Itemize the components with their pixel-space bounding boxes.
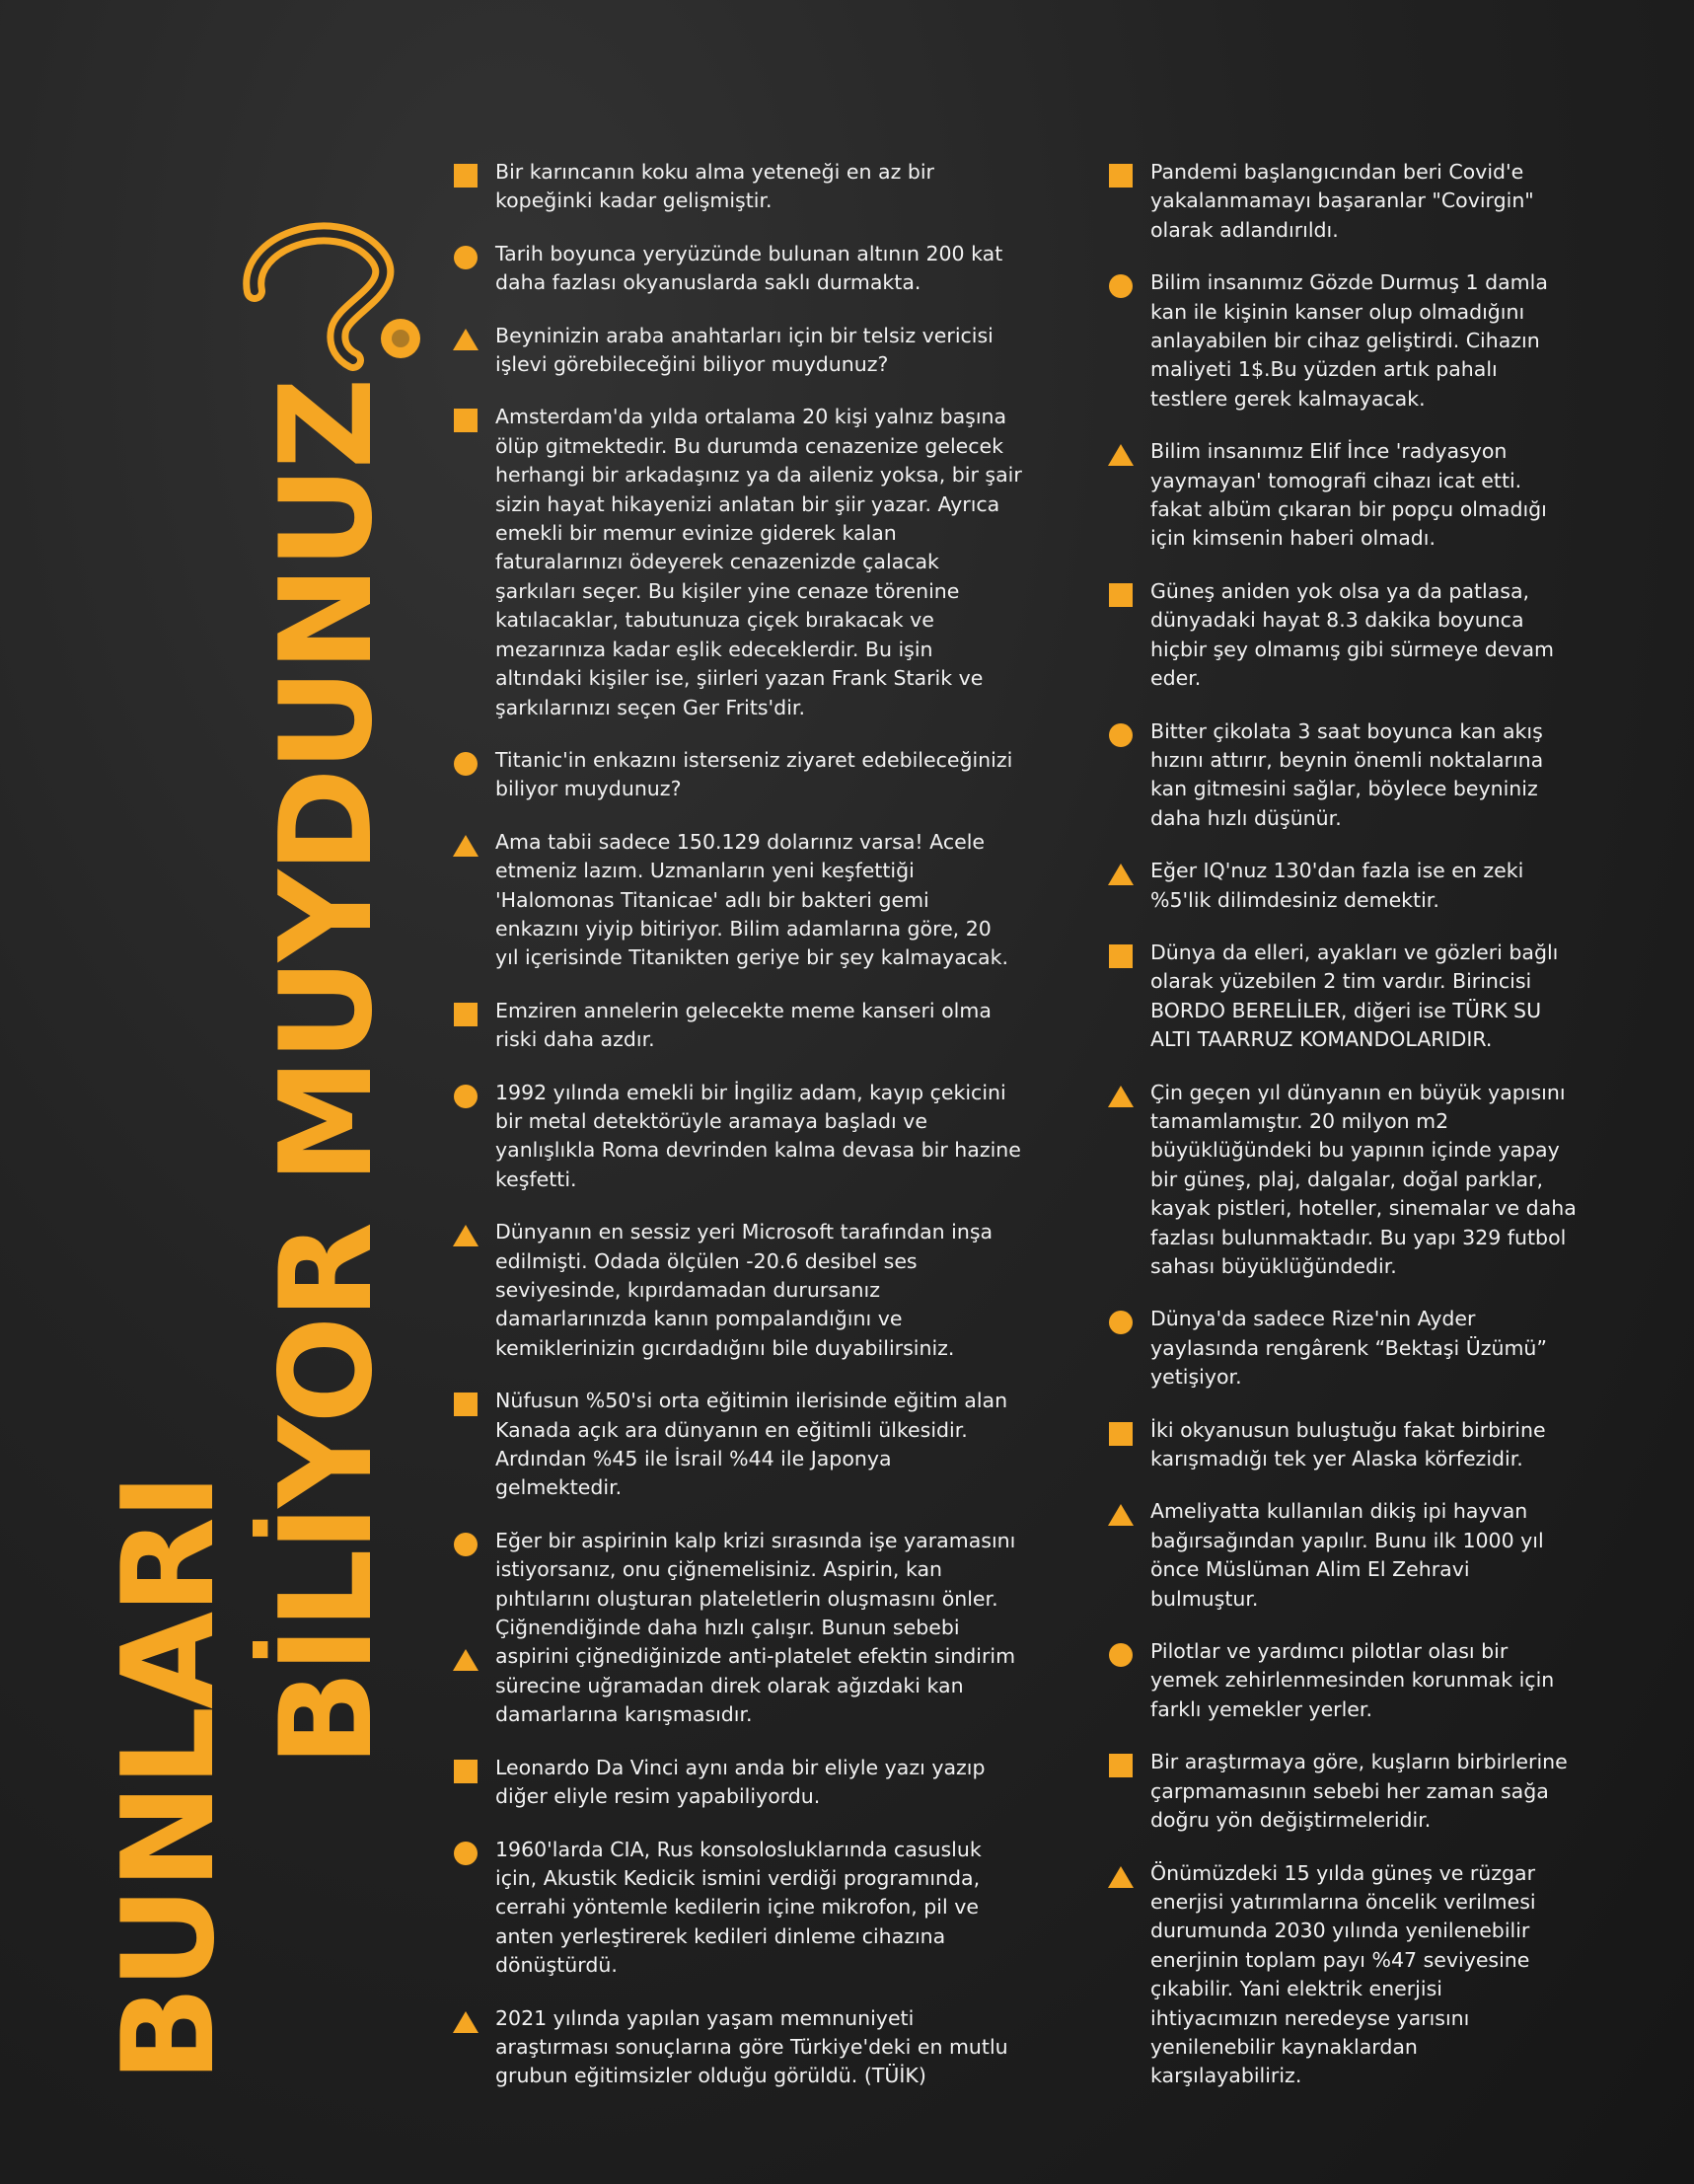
fact-text: Titanic'in enkazını isterseniz ziyaret edebileceğinizi biliyor muydunuz? <box>495 747 1013 801</box>
fact-item <box>452 322 1073 380</box>
fact-item <box>1107 158 1659 245</box>
headline-line-2: BİLİYOR MUYDUNUZ <box>254 380 401 1767</box>
fact-text: Bir karıncanın koku alma yeteneği en az bir kopeğinki kadar gelişmiştir. <box>495 160 934 213</box>
circle-bullet-icon <box>1107 1643 1135 1667</box>
fact-text: Eğer IQ'nuz 130'dan fazla ise en zeki %5'lik dilimdesiniz demektir. <box>1150 859 1524 912</box>
fact-text: İki okyanusun buluştuğu fakat birbirine karışmadığı tek yer Alaska körfezidir. <box>1150 1417 1546 1471</box>
circle-bullet-icon <box>452 1533 479 1556</box>
fact-text: Ameliyatta kullanılan dikiş ipi hayvan bağırsağından yapılır. Bunu ilk 1000 yıl önce Müslüman Alim El Zehravi bulmuştur. <box>1150 1499 1544 1611</box>
fact-item <box>452 1836 1073 1981</box>
fact-item <box>1107 857 1659 915</box>
fact-item <box>1107 939 1659 1055</box>
fact-item <box>452 158 1073 216</box>
fact-text: Bilim insanımız Gözde Durmuş 1 damla kan ile kişinin kanser olup olmadığını anlayabilen bir cihaz geliştirdi. Cihazın maliyeti 1$.Bu yüzden artık pahalı testlere gerek kalmayacak. <box>1150 270 1548 411</box>
fact-item <box>1107 1497 1659 1614</box>
square-bullet-icon <box>452 1760 479 1783</box>
fact-text: 1960'larda CIA, Rus konsolosluklarında casusluk için, Akustik Kedicik ismini verdiği programında, cerrahi yöntemle kedilerin içine mikrofon, pil ve anten yerleştirerek kedileri dinleme cihazına dönüştürdü. <box>495 1837 982 1978</box>
circle-bullet-icon <box>452 752 479 776</box>
fact-item <box>452 1218 1073 1363</box>
square-bullet-icon <box>452 1393 479 1416</box>
triangle-bullet-icon <box>452 1648 479 1672</box>
fact-item <box>1107 1305 1659 1392</box>
triangle-bullet-icon <box>1107 1503 1135 1527</box>
square-bullet-icon <box>1107 1422 1135 1446</box>
fact-item <box>1107 437 1659 554</box>
fact-text: aspirini çiğnediğinizde anti-platelet efektin sindirim sürecine uğramadan direk olarak ağızdaki kan damarlarına karışmasıdır. <box>495 1644 1016 1727</box>
fact-item <box>452 997 1073 1055</box>
triangle-bullet-icon <box>1107 443 1135 467</box>
fact-item <box>1107 268 1659 414</box>
fact-text: Bilim insanımız Elif İnce 'radyasyon yaymayan' tomografi cihazı icat etti. fakat albüm çıkaran bir popçu olmadığı için kimsenin haberi olmadı. <box>1150 439 1547 551</box>
fact-text: Önümüzdeki 15 yılda güneş ve rüzgar enerjisi yatırımlarına öncelik verilmesi durumunda 2030 yılında yenilenebilir enerjinin toplam payı %47 seviyesine çıkabilir. Yani elektrik enerjisi ihtiyacımızın neredeyse yarısını yenilenebilir kaynaklardan karşılayabiliriz. <box>1150 1860 1536 2088</box>
circle-bullet-icon <box>452 246 479 269</box>
fact-item <box>1107 1416 1659 1474</box>
triangle-bullet-icon <box>452 2010 479 2034</box>
fact-item <box>452 828 1073 973</box>
circle-bullet-icon <box>1107 723 1135 747</box>
fact-item <box>452 1754 1073 1812</box>
circle-bullet-icon <box>452 1842 479 1865</box>
square-bullet-icon <box>452 164 479 188</box>
fact-text: Pandemi başlangıcından beri Covid'e yakalanmamayı başaranlar "Covirgin" olarak adlandırıldı. <box>1150 160 1534 242</box>
fact-item <box>1107 1859 1659 2091</box>
fact-item <box>1107 577 1659 694</box>
fact-item <box>452 746 1073 804</box>
square-bullet-icon <box>1107 1754 1135 1777</box>
circle-bullet-icon <box>1107 274 1135 298</box>
fact-item <box>1107 1748 1659 1835</box>
fact-item <box>452 1079 1073 1195</box>
fact-text: 2021 yılında yapılan yaşam memnuniyeti araştırması sonuçlarına göre Türkiye'deki en mutlu grubun eğitimsizler olduğu görüldü. (TÜİK) <box>495 2005 1008 2088</box>
fact-text: Tarih boyunca yeryüzünde bulunan altının 200 kat daha fazlası okyanuslarda saklı durmakta. <box>495 241 1003 295</box>
fact-text: Leonardo Da Vinci aynı anda bir eliyle yazı yazıp diğer eliyle resim yapabiliyordu. <box>495 1755 986 1809</box>
square-bullet-icon <box>452 1003 479 1026</box>
fact-text: Çin geçen yıl dünyanın en büyük yapısını tamamlamıştır. 20 milyon m2 büyüklüğündeki bu yapının içinde yapay bir güneş, plaj, dalgalar, doğal parklar, kayak pistleri, hoteller, sinemalar ve daha fazlası bulunmaktadır. Bu yapı 329 futbol sahası büyüklüğündedir. <box>1150 1080 1577 1278</box>
fact-text: Dünya'da sadece Rize'nin Ayder yaylasında rengârenk “Bektaşi Üzümü” yetişiyor. <box>1150 1307 1548 1390</box>
triangle-bullet-icon <box>452 1224 479 1247</box>
triangle-bullet-icon <box>452 328 479 351</box>
fact-item <box>1107 717 1659 834</box>
fact-text: Bir araştırmaya göre, kuşların birbirlerine çarpmamasının sebebi her zaman sağa doğru yön değiştirmeleridir. <box>1150 1750 1568 1833</box>
triangle-bullet-icon <box>1107 1085 1135 1108</box>
fact-item <box>1107 1079 1659 1282</box>
question-mark-icon <box>225 222 432 380</box>
square-bullet-icon <box>1107 583 1135 607</box>
fact-text: 1992 yılında emekli bir İngiliz adam, kayıp çekicini bir metal detektörüyle aramaya başladı ve yanlışlıkla Roma devrinden kalma devasa bir hazine keşfetti. <box>495 1080 1021 1191</box>
fact-item <box>1107 1637 1659 1724</box>
fact-item <box>452 2004 1073 2091</box>
square-bullet-icon <box>1107 944 1135 968</box>
fact-text: Dünyanın en sessiz yeri Microsoft tarafından inşa edilmişti. Odada ölçülen -20.6 desibel ses seviyesinde, kıpırdamadan durursanız damarlarınızda kanın pompalandığını ve kemiklerinizin gıcırdadığını bile duyabilirsiniz. <box>495 1220 994 1360</box>
square-bullet-icon <box>452 409 479 432</box>
right-fact-column <box>1107 158 1659 2115</box>
fact-text: Amsterdam'da yılda ortalama 20 kişi yalnız başına ölüp gitmektedir. Bu durumda cenazenize gelecek herhangi bir arkadaşınız ya da aileniz yoksa, bir şair sizin hayat hikayenizi anlatan bir şiir yazar. Ayrıca emekli bir memur evinize giderek kalan faturalarınızı ödeyerek cenazenizde çalacak şarkıları seçer. Bu kişiler yine cenaze törenine katılacaklar, tabutunuza çiçek bırakacak ve mezarınıza kadar eşlik edeceklerdir. Bu işin altındaki kişiler ise, şiirleri yazan Frank Starik ve şarkılarınızı seçen Ger Frits'dir. <box>495 405 1022 719</box>
left-fact-column <box>452 158 1073 2115</box>
headline-line-1: BUNLARI <box>96 1475 243 2082</box>
circle-bullet-icon <box>452 1085 479 1108</box>
fact-text: Eğer bir aspirinin kalp krizi sırasında işe yaramasını istiyorsanız, onu çiğnemelisiniz. Aspirin, kan pıhtılarını oluşturan plateletlerin oluşmasını önler. Çiğnendiğinde daha hızlı çalışır. Bunun sebebi <box>495 1528 1016 1640</box>
fact-text: Nüfusun %50'si orta eğitimin ilerisinde eğitim alan Kanada açık ara dünyanın en eğitimli ülkesidir. Ardından %45 ile İsrail %44 ile Japonya gelmektedir. <box>495 1389 1008 1500</box>
fact-item <box>452 1527 1073 1643</box>
triangle-bullet-icon <box>1107 863 1135 886</box>
fact-text: Güneş aniden yok olsa ya da patlasa, dünyadaki hayat 8.3 dakika boyunca hiçbir şey olmamış gibi sürmeye devam eder. <box>1150 578 1554 691</box>
fact-text: Pilotlar ve yardımcı pilotlar olası bir yemek zehirlenmesinden korunmak için farklı yemekler yerler. <box>1150 1639 1555 1721</box>
fact-item <box>452 1642 1073 1729</box>
square-bullet-icon <box>1107 164 1135 188</box>
fact-text: Beyninizin araba anahtarları için bir telsiz vericisi işlevi görebileceğini biliyor muydunuz? <box>495 323 994 377</box>
triangle-bullet-icon <box>452 834 479 858</box>
fact-item <box>452 1387 1073 1503</box>
fact-item <box>452 240 1073 298</box>
fact-text: Emziren annelerin gelecekte meme kanseri olma riski daha azdır. <box>495 998 992 1052</box>
fact-text: Ama tabii sadece 150.129 dolarınız varsa! Acele etmeniz lazım. Uzmanların yeni keşfettiği 'Halomonas Titanicae' adlı bir bakteri gemi enkazını yiyip bitiriyor. Bilim adamlarına göre, 20 yıl içerisinde Titanikten geriye bir şey kalmayacak. <box>495 829 1008 970</box>
triangle-bullet-icon <box>1107 1865 1135 1889</box>
fact-item <box>452 403 1073 721</box>
fact-text: Bitter çikolata 3 saat boyunca kan akış hızını attırır, beynin önemli noktalarına kan gitmesini sağlar, böylece beyniniz daha hızlı düşünür. <box>1150 718 1544 830</box>
circle-bullet-icon <box>1107 1311 1135 1334</box>
fact-text: Dünya da elleri, ayakları ve gözleri bağlı olarak yüzebilen 2 tim vardır. Birincisi BORDO BERELİLER, diğeri ise TÜRK SU ALTI TAARRUZ KOMANDOLARIDIR. <box>1150 940 1559 1052</box>
